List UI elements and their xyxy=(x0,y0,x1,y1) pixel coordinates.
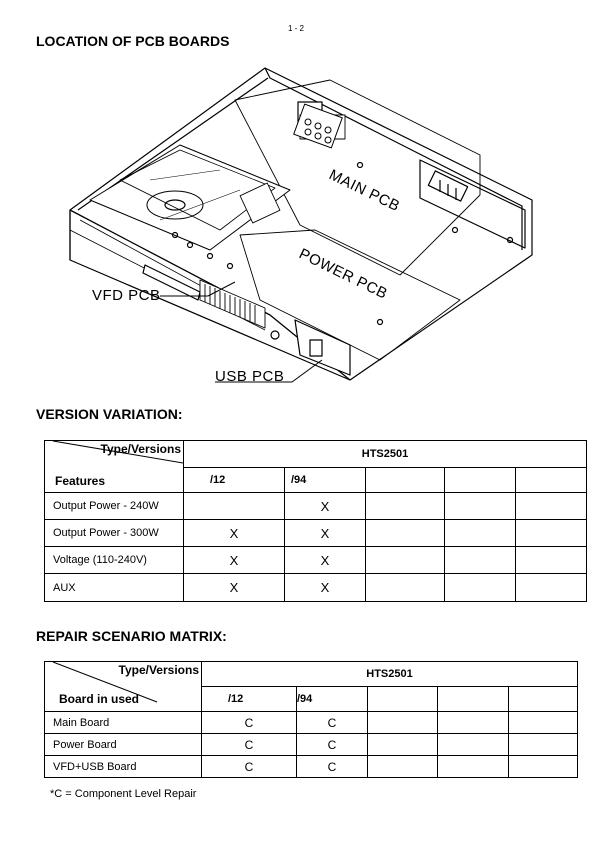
table-row xyxy=(45,520,587,547)
mark-cell: X xyxy=(184,547,285,574)
mark-cell xyxy=(438,712,509,734)
main-pcb-label: MAIN PCB xyxy=(326,166,403,216)
version-model-header: HTS2501 xyxy=(184,441,587,468)
mark-cell xyxy=(438,734,509,756)
usb-pcb-label: USB PCB xyxy=(215,368,285,385)
feature-label: Output Power - 300W xyxy=(45,520,184,547)
version-col-2: /94 xyxy=(285,468,366,493)
version-col-1: /12 xyxy=(184,468,285,493)
mark-cell xyxy=(516,574,587,602)
mark-cell xyxy=(366,574,445,602)
mark-cell xyxy=(366,520,445,547)
table-row xyxy=(45,574,587,602)
mark-cell xyxy=(366,493,445,520)
version-col-3 xyxy=(366,468,445,493)
repair-title: REPAIR SCENARIO MATRIX: xyxy=(36,628,227,644)
mark-cell: X xyxy=(285,547,366,574)
repair-corner-cell xyxy=(45,662,202,712)
mark-cell xyxy=(366,547,445,574)
mark-cell: X xyxy=(285,520,366,547)
mark-cell xyxy=(445,493,516,520)
version-col-4 xyxy=(445,468,516,493)
version-corner-bottom: Features xyxy=(55,474,106,488)
table-row xyxy=(45,734,578,756)
board-label: Main Board xyxy=(45,712,202,734)
feature-label: Output Power - 240W xyxy=(45,493,184,520)
mark-cell xyxy=(445,547,516,574)
mark-cell: C xyxy=(202,756,297,778)
mark-cell xyxy=(516,493,587,520)
mark-cell xyxy=(368,734,438,756)
mark-cell xyxy=(509,756,578,778)
board-label: Power Board xyxy=(45,734,202,756)
mark-cell xyxy=(438,756,509,778)
feature-label: Voltage (110-240V) xyxy=(45,547,184,574)
repair-model-header: HTS2501 xyxy=(202,662,578,687)
version-corner-cell xyxy=(45,441,184,493)
power-pcb-label: POWER PCB xyxy=(296,245,391,303)
version-title: VERSION VARIATION: xyxy=(36,406,183,422)
location-title: LOCATION OF PCB BOARDS xyxy=(36,33,230,49)
repair-corner-bottom: Board in used xyxy=(59,692,140,706)
repair-col-3 xyxy=(368,687,438,712)
mark-cell: C xyxy=(297,756,368,778)
version-table xyxy=(44,440,587,602)
repair-col-1: /12 xyxy=(202,687,297,712)
mark-cell: X xyxy=(285,574,366,602)
mark-cell xyxy=(184,493,285,520)
repair-col-5 xyxy=(509,687,578,712)
repair-col-2: /94 xyxy=(297,687,368,712)
mark-cell: C xyxy=(297,734,368,756)
table-row xyxy=(45,712,578,734)
mark-cell xyxy=(445,520,516,547)
pcb-location-drawing xyxy=(60,60,540,395)
mark-cell xyxy=(368,756,438,778)
mark-cell xyxy=(516,520,587,547)
mark-cell xyxy=(368,712,438,734)
repair-corner-top: Type/Versions xyxy=(118,663,199,677)
mark-cell: X xyxy=(184,520,285,547)
mark-cell: C xyxy=(202,712,297,734)
mark-cell: C xyxy=(202,734,297,756)
version-corner-top: Type/Versions xyxy=(100,442,181,456)
feature-label: AUX xyxy=(45,574,184,602)
page-number: 1 - 2 xyxy=(288,24,305,33)
board-label: VFD+USB Board xyxy=(45,756,202,778)
mark-cell xyxy=(445,574,516,602)
mark-cell: X xyxy=(184,574,285,602)
mark-cell xyxy=(516,547,587,574)
mark-cell xyxy=(509,734,578,756)
repair-col-4 xyxy=(438,687,509,712)
table-row xyxy=(45,547,587,574)
table-row xyxy=(45,493,587,520)
footnote: *C = Component Level Repair xyxy=(50,788,197,800)
table-row xyxy=(45,756,578,778)
version-col-5 xyxy=(516,468,587,493)
mark-cell: X xyxy=(285,493,366,520)
mark-cell: C xyxy=(297,712,368,734)
mark-cell xyxy=(509,712,578,734)
repair-table xyxy=(44,661,578,778)
vfd-pcb-label: VFD PCB xyxy=(92,287,161,304)
